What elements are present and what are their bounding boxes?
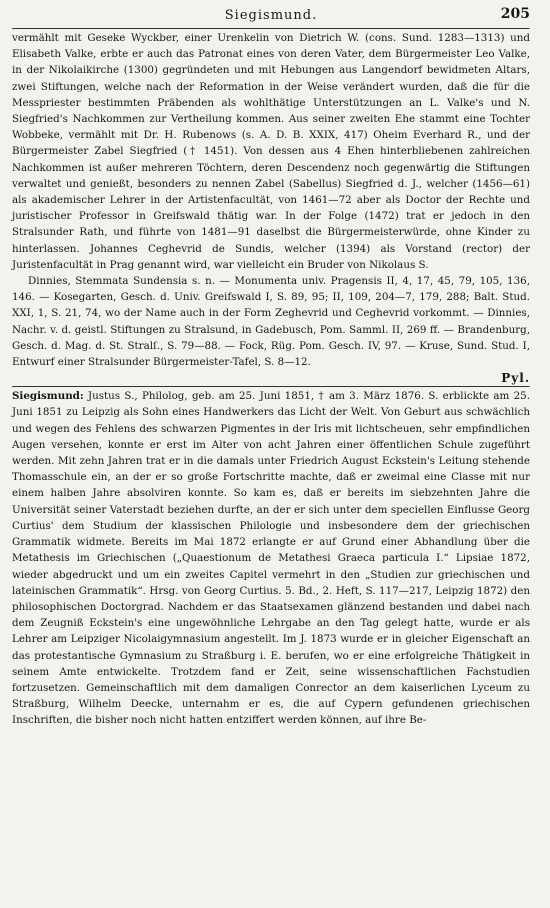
running-header [12,0,530,28]
running-title: Siegismund. [224,8,318,23]
entry-body: Justus S., Philolog, geb. am 25. Juni 1851, † am 3. März 1876. S. erblickte am 25. Juni 1851 zu Leipzig als Sohn eines Handwerkers das Licht der Welt. Von Geburt aus schwächlich und wegen des Fehlens des schwarzen Pigmentes in der Iris mit lichtscheuen, sehr empfindlichen Augen versehen, konnte er erst im Alter von acht Jahren einer öffentlichen Schule zugeführt werden. Mit zehn Jahren trat er in die damals unter Friedrich August Eckstein's Leitung stehende Thomasschule ein, an der er so große Fortschritte machte, daß er zweimal eine Classe mit nur einem halben Jahre absolviren konnte. So kam es, daß er bereits im siebzehnten Jahre die Universität seiner Vaterstadt beziehen durfte, an der er sich unter dem speciellen Einflusse Georg Curtius' dem Studium der klassischen Philologie und insbesondere dem der griechischen Grammatik widmete. Bereits im Mai 1872 erlangte er auf Grund einer Abhandlung über die Metathesis im Griechischen („Quaestionum de Metathesi Graeca particula I.“ Lipsiae 1872, wieder abgedruckt und um ein zweites Capitel vermehrt in den „Studien zur griechischen und lateinischen Grammatik“. Hrsg. von Georg Curtius. 5. Bd., 2. Heft, S. 117—217, Leipzig 1872) den philosophischen Doctorgrad. Nachdem er das Staatsexamen glänzend bestanden und dabei nach dem Zeugniß Eckstein's eine ungewöhnliche Lehrgabe an den Tag gelegt hatte, wurde er als Lehrer am Leipziger Nicolaigymnasium angestellt. Im J. 1873 wurde er in gleicher Eigenschaft an das protestantische Gymnasium zu Straßburg i. E. berufen, wo er eine erfolgreiche Thätigkeit in seinem Amte entwickelte. Trotzdem fand er Zeit, seine wissenschaftlichen Fachstudien fortzusetzen. Gemeinschaftlich mit dem damaligen Conrector an dem kaiserlichen Lyceum zu Straßburg, Wilhelm Deecke, unternahm er es, die auf Cypern gefundenen griechischen Inschriften, die bisher noch nicht hatten entziffert werden können, auf ihre Be- [12,390,530,727]
author-signature: Pyl. [501,371,530,386]
bibliography: Dinnies, Stemmata Sundensia s. n. — Monumenta univ. Pragensis II, 4, 17, 45, 79, 105, 136, 146. — Kosegarten, Gesch. d. Univ. Greifswald I, S. 89, 95; II, 109, 204—7, 179, 288; Balt. Stud. XXI, 1, S. 21, 74, wo der Name auch in der Form Zeghevrid und Ceghevrid vorkommt. — Dinnies, Nachr. v. d. geistl. Stiftungen zu Stralsund, in Gadebusch, Pom. Samml. II, 269 ff. — Brandenburg, Gesch. d. Mag. d. St. Stralſ., S. 79—88. — Fock, Rüg. Pom. Gesch. IV, 97. — Kruse, Sund. Stud. I, Entwurf einer Stralsunder Bürgermeister-Tafel, S. 8—12. [12,275,530,369]
article-entry [12,388,530,728]
article-continuation: vermählt mit Geseke Wyckber, einer Urenkelin von Dietrich W. (cons. Sund. 1283—1313) und Elisabeth Valke, erbte er auch das Patronat eines von deren Vater, dem Bürgermeister Leo Valke, in der Nikolaikirche (1300) gegründeten und mit Hebungen aus Langendorf bewidmeten Altars, zwei Stiftungen, welche nach der Reformation in der Weise verändert wurden, daß die für die Messpriester bestimmten Präbenden als wohlthätige Unterstützungen an L. Valke's und N. Siegfried's Nachkommen zur Vertheilung kommen. Aus seiner zweiten Ehe stammt eine Tochter Wobbeke, vermählt mit Dr. H. Rubenows (s. A. D. B. XXIX, 417) Oheim Everhard R., und der Bürgermeister Zabel Siegfried († 1451). Von dessen aus 4 Ehen hinterbliebenen zahlreichen Nachkommen ist außer mehreren Töchtern, deren Descendenz noch gegenwärtig die Stiftungen verwaltet und genießt, besonders zu nennen Zabel (Sabellus) Siegfried d. J., welcher (1456—61) als akademischer Lehrer in der Artistenfacultät, von 1461—72 aber als Doctor der Rechte und juristischer Professor in Greifswald thätig war. In der Folge (1472) trat er jedoch in den Stralsunder Rath, und führte von 1481—91 daselbst die Bürgermeisterwürde, ohne Kinder zu hinterlassen. Johannes Ceghevrid de Sundis, welcher (1394) als Vorstand (rector) der Juristenfacultät in Prag genannt wird, war vielleicht ein Bruder von Nikolaus S. [12,32,530,271]
entry-headword: Siegismund: [12,390,84,403]
article-body [12,30,530,729]
page-number: 205 [500,6,530,22]
